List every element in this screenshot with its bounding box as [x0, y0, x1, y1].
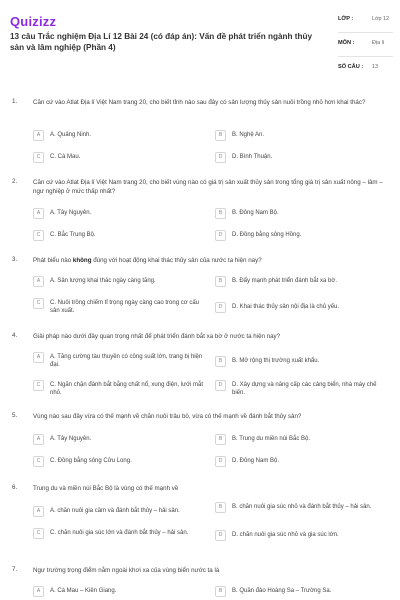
- option-letter-box: D: [215, 302, 226, 313]
- question-number: 6.: [12, 484, 18, 491]
- option-text: D. Đồng bằng sông Hồng.: [232, 232, 302, 238]
- option-text: C. Ngăn chặn đánh bắt bằng chất nổ, xung điện, lưới mắt nhỏ.: [50, 382, 204, 396]
- option-letter-box: D: [215, 530, 226, 541]
- option-letter-box: C: [33, 456, 44, 467]
- option-letter-box: A: [33, 434, 44, 445]
- option-text: C. Cà Mau.: [50, 154, 81, 160]
- question-text-emphasis: không: [72, 257, 92, 264]
- option-text: A. Cà Mau – Kiên Giang.: [50, 588, 117, 594]
- option-text: B. Đẩy mạnh phát triển đánh bắt xa bờ.: [232, 278, 337, 284]
- question-number: 3.: [12, 256, 18, 263]
- option-letter-box: C: [33, 152, 44, 163]
- option-letter-box: D: [215, 456, 226, 467]
- option-letter-box: B: [215, 208, 226, 219]
- option-letter-box: D: [215, 152, 226, 163]
- option-text: C. chăn nuôi gia súc lớn và đánh bắt thủy – hải sản.: [50, 530, 189, 536]
- question-number: 7.: [12, 566, 18, 573]
- option-letter-box: B: [215, 276, 226, 287]
- option-letter-box: C: [33, 380, 44, 391]
- option-letter-box: B: [215, 502, 226, 513]
- option-text: A. Sản lượng khai thác ngày càng tăng.: [50, 278, 156, 284]
- option-letter-box: A: [33, 506, 44, 517]
- option-letter-box: C: [33, 230, 44, 241]
- question-number: 5.: [12, 412, 18, 419]
- option-text: B. Nghệ An.: [232, 132, 265, 138]
- option-text: A. Quảng Ninh.: [50, 132, 92, 138]
- option-letter-box: A: [33, 208, 44, 219]
- option-text: A. chăn nuôi gia cầm và đánh bắt thủy – hải sản.: [50, 508, 180, 514]
- option-text: B. Quần đảo Hoàng Sa – Trường Sa.: [232, 588, 332, 594]
- question-text: Căn cứ vào Atlat Địa lí Việt Nam trang 20, cho biết vùng nào có giá trị sản xuất thủy sản trong tổng giá trị sản xuất nông – lâm – ngư nghiệp ở mức thấp nhất?: [33, 179, 383, 195]
- meta-subject-label: MÔN :: [338, 40, 355, 46]
- question-number: 4.: [12, 332, 18, 339]
- option-letter-box: D: [215, 380, 226, 391]
- option-letter-box: D: [215, 230, 226, 241]
- option-letter-box: B: [215, 130, 226, 141]
- option-letter-box: B: [215, 586, 226, 597]
- question-text: [33, 256, 383, 265]
- question-number: 2.: [12, 178, 18, 185]
- option-text: C. Nuôi trồng chiếm tỉ trọng ngày càng cao trong cơ cấu sản xuất.: [50, 300, 200, 314]
- question-text: Căn cứ vào Atlat Địa lí Việt Nam trang 20, cho biết tỉnh nào sau đây có sản lượng thủy sản nuôi trồng nhỏ hơn khai thác?: [33, 99, 366, 106]
- worksheet-title: 13 câu Trắc nghiệm Địa Lí 12 Bài 24 (có đáp án): Vấn đề phát triển ngành thủy sản và lâm nghiệp (Phần 4): [10, 32, 313, 52]
- meta-class-value: Lớp 12: [372, 16, 390, 22]
- option-text: D. Xây dựng và nâng cấp các cảng biển, nhà máy chế biến.: [232, 382, 377, 396]
- option-letter-box: A: [33, 352, 44, 363]
- question-text: Vùng nào sau đây vừa có thế mạnh về chăn nuôi trâu bò, vừa có thế mạnh về đánh bắt thủy sản?: [33, 413, 302, 420]
- meta-subject: [338, 38, 393, 62]
- option-letter-box: B: [215, 356, 226, 367]
- meta-class: [338, 14, 393, 38]
- option-letter-box: A: [33, 586, 44, 597]
- meta-divider: [338, 32, 393, 33]
- question-text: Ngư trường trọng điểm nằm ngoài khơi xa của vùng biển nước ta là: [33, 567, 220, 574]
- meta-count-value: 13: [372, 64, 378, 70]
- option-text: D. Đông Nam Bộ.: [232, 458, 280, 464]
- worksheet-meta: [338, 14, 393, 86]
- meta-count: [338, 62, 393, 86]
- option-text: A. Tây Nguyên.: [50, 436, 92, 442]
- option-text: D. Bình Thuận.: [232, 154, 273, 160]
- meta-class-label: LỚP :: [338, 16, 354, 22]
- option-letter-box: A: [33, 276, 44, 287]
- quizizz-logo: Quizizz: [10, 14, 57, 29]
- option-letter-box: C: [33, 298, 44, 309]
- question-text-part: đúng với hoạt động khai thác thủy sản của nước ta hiện nay?: [91, 257, 262, 264]
- option-text: C. Đồng bằng sông Cửu Long.: [50, 458, 132, 464]
- option-text: D. chăn nuôi gia súc nhỏ và gia súc lớn.: [232, 532, 339, 538]
- option-text: A. Tây Nguyên.: [50, 210, 92, 216]
- option-text: D. Khai thác thủy sản nội địa là chủ yếu.: [232, 304, 340, 310]
- option-letter-box: B: [215, 434, 226, 445]
- question-text-part: Phát biểu nào: [33, 257, 73, 264]
- option-letter-box: C: [33, 528, 44, 539]
- option-text: B. Mở rộng thị trường xuất khẩu.: [232, 358, 320, 364]
- option-text: B. Trung du miền núi Bắc Bộ.: [232, 436, 311, 442]
- option-text: C. Bắc Trung Bộ.: [50, 232, 96, 238]
- worksheet-header: [0, 0, 400, 86]
- option-letter-box: A: [33, 130, 44, 141]
- option-text: B. Đông Nam Bộ.: [232, 210, 279, 216]
- question-text: Giải pháp nào dưới đây quan trọng nhất để phát triển đánh bắt xa bờ ở nước ta hiện nay?: [33, 333, 281, 340]
- option-text: B. chăn nuôi gia súc nhỏ và đánh bắt thủy – hải sản.: [232, 504, 372, 510]
- meta-count-label: SỐ CÂU :: [338, 64, 364, 70]
- question-number: 1.: [12, 98, 18, 105]
- question-text: Trung du và miền núi Bắc Bộ là vùng có thế mạnh về: [33, 485, 179, 492]
- meta-divider: [338, 56, 393, 57]
- option-text: A. Tăng cường tàu thuyền có công suất lớn, trang bị hiện đại.: [50, 354, 203, 368]
- meta-subject-value: Địa lí: [372, 40, 385, 46]
